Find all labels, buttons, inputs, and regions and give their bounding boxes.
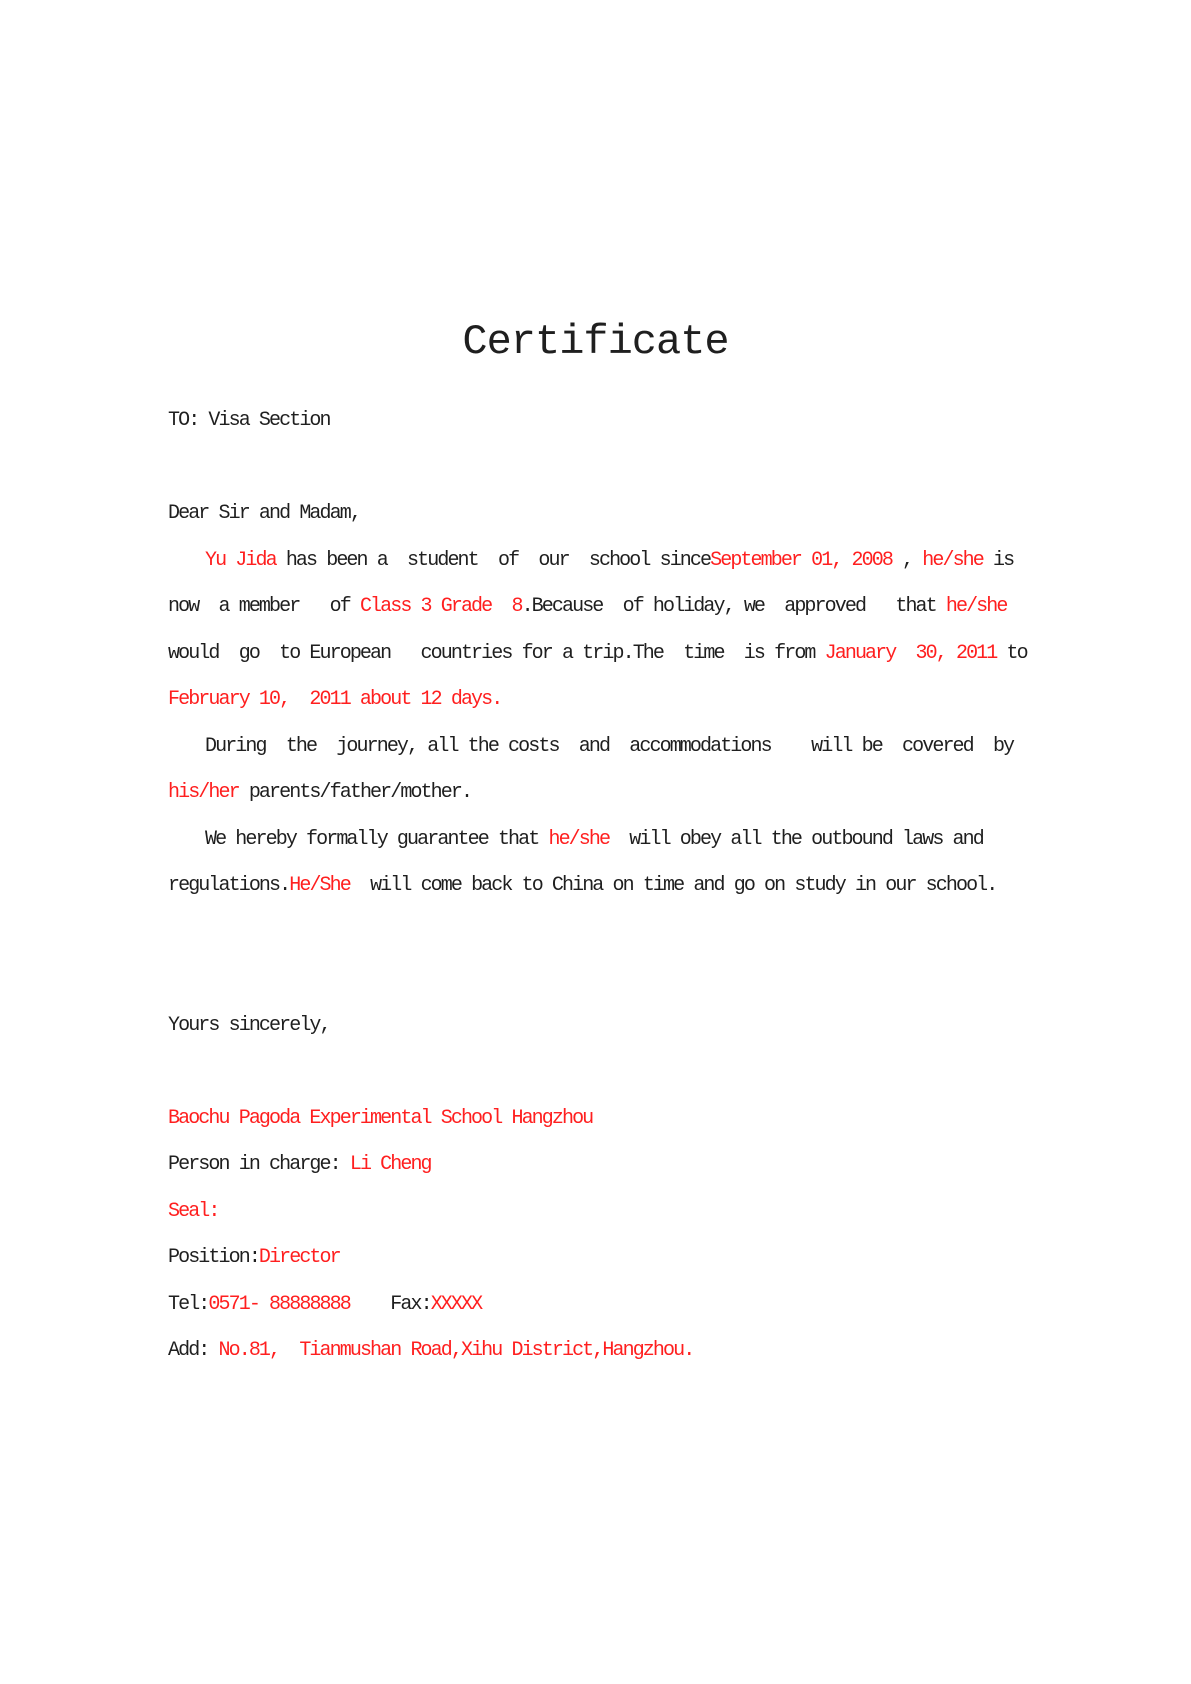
text-segment: he/she <box>548 827 610 851</box>
position-line <box>168 1235 1023 1282</box>
seal-line <box>168 1189 1023 1236</box>
body-line-4 <box>168 677 1023 724</box>
text-segment: During the journey, all the costs and accommodations will be covered by <box>205 734 1014 758</box>
text-segment: Seal: <box>168 1199 219 1223</box>
school-name-line <box>168 1096 1023 1143</box>
text-segment: his/her <box>168 781 239 804</box>
body-line-5 <box>168 724 1023 771</box>
text-segment: Dear Sir and Madam, <box>168 502 360 525</box>
text-segment: Yours sincerely, <box>168 1013 330 1037</box>
text-segment: regulations. <box>168 874 290 897</box>
text-segment: Baochu Pagoda Experimental School Hangzhou <box>168 1106 593 1130</box>
text-segment: to <box>996 641 1027 665</box>
text-segment: September 01, 2008 <box>710 548 892 572</box>
text-segment: February 10, 2011 about 12 days. <box>168 688 502 711</box>
text-segment: We hereby formally guarantee that <box>205 827 549 851</box>
text-segment: No.81, Tianmushan Road,Xihu District,Hangzhou. <box>218 1339 694 1362</box>
text-segment: XXXXX <box>430 1292 482 1316</box>
text-segment: Director <box>258 1246 340 1269</box>
to-line <box>168 398 1023 445</box>
text-segment: will obey all the outbound laws and <box>609 827 983 851</box>
body-line-1 <box>168 538 1023 585</box>
text-segment: 0571- 88888888 <box>208 1292 350 1316</box>
text-segment: Class 3 Grade 8 <box>359 595 522 618</box>
text-segment: would go to European countries for a trip.The time is from <box>168 641 825 665</box>
text-segment: Yu Jida <box>205 548 276 572</box>
text-segment: is <box>982 548 1014 572</box>
body-line-8 <box>168 863 1023 910</box>
text-segment: will come back to China on time and go on study in our school. <box>349 874 997 897</box>
text-segment: Fax: <box>349 1292 431 1316</box>
salutation-line <box>168 491 1023 538</box>
text-segment: parents/father/mother. <box>238 781 472 804</box>
text-segment: Add: <box>168 1339 219 1362</box>
text-segment: Position: <box>168 1246 259 1269</box>
text-segment: TO: Visa Section <box>168 409 330 432</box>
letter-body <box>168 398 1027 1375</box>
text-segment: he/she <box>945 595 1007 618</box>
text-segment: , <box>891 548 923 572</box>
closing-line <box>168 1003 1023 1050</box>
document-title: Certificate <box>462 318 729 366</box>
tel-fax-line <box>168 1282 1023 1329</box>
text-segment: he/she <box>922 548 983 572</box>
text-segment: has been a student of our school since <box>275 548 711 572</box>
body-line-7 <box>168 817 1023 864</box>
person-in-charge-line <box>168 1142 1023 1189</box>
text-segment: January 30, 2011 <box>824 641 997 665</box>
body-line-2 <box>168 584 1023 631</box>
page-content <box>0 318 1191 1375</box>
text-segment: Tel: <box>168 1292 209 1316</box>
address-line <box>168 1328 1023 1375</box>
text-segment: Person in charge: <box>168 1153 350 1176</box>
body-line-6 <box>168 770 1023 817</box>
body-line-3 <box>168 631 1027 678</box>
text-segment: .Because of holiday, we approved that <box>521 595 946 618</box>
text-segment: now a member of <box>168 595 360 618</box>
text-segment: Li Cheng <box>349 1153 431 1176</box>
text-segment: He/She <box>289 874 350 897</box>
